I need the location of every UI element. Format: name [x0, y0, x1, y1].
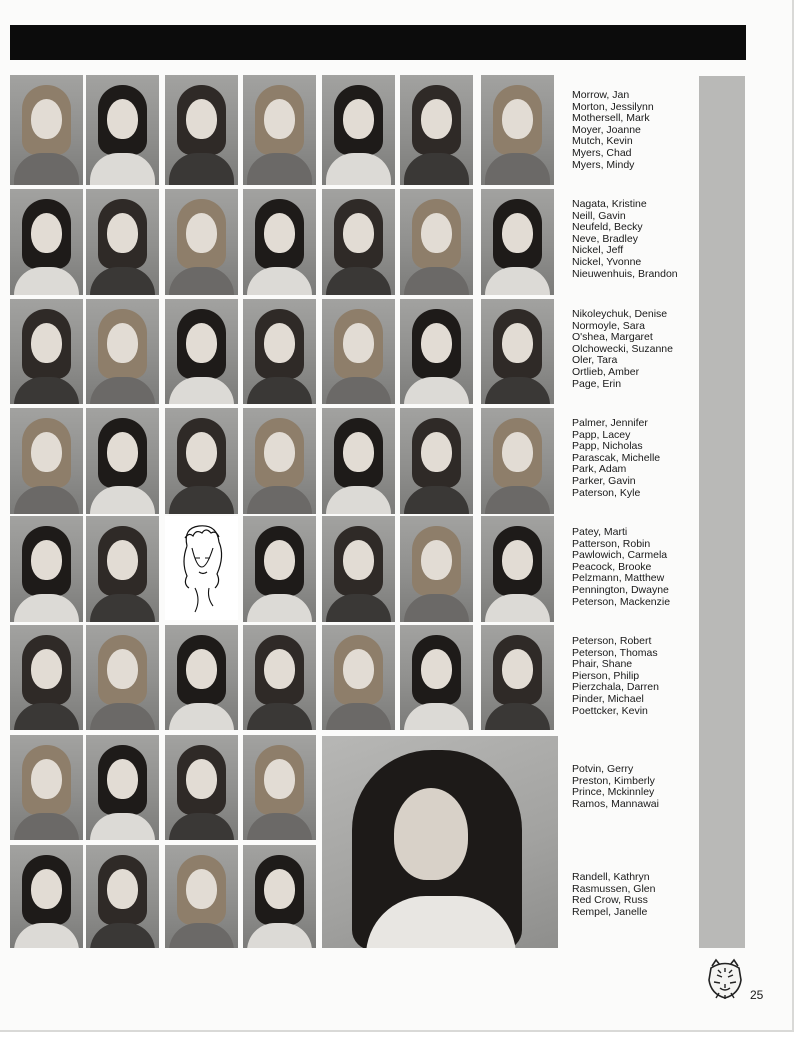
student-portrait — [86, 299, 159, 404]
student-name: Papp, Nicholas — [572, 440, 643, 453]
student-portrait — [400, 408, 473, 514]
student-name: Ramos, Mannawai — [572, 797, 659, 810]
student-name: Page, Erin — [572, 377, 622, 390]
student-portrait — [322, 75, 395, 185]
sketch-portrait — [165, 516, 238, 620]
student-portrait — [481, 189, 554, 295]
student-portrait — [165, 735, 238, 840]
student-name: Papp, Lacey — [572, 428, 631, 441]
student-name: Morrow, Jan — [572, 89, 630, 101]
student-portrait — [243, 735, 316, 840]
student-name: Palmer, Jennifer — [572, 417, 648, 429]
student-portrait — [481, 299, 554, 404]
student-name: Patey, Marti — [572, 526, 628, 538]
student-name: Rempel, Janelle — [572, 905, 648, 918]
student-portrait — [243, 189, 316, 295]
name-list-row-6 — [572, 636, 697, 717]
student-name: Myers, Chad — [572, 146, 632, 159]
student-name: Moyer, Joanne — [572, 123, 641, 136]
student-portrait — [322, 299, 395, 404]
student-portrait — [243, 625, 316, 730]
student-portrait — [481, 516, 554, 622]
student-portrait — [165, 75, 238, 185]
student-name: Patterson, Robin — [572, 537, 651, 550]
name-list-row-4 — [572, 418, 697, 499]
student-portrait — [10, 408, 83, 514]
student-name: Paterson, Kyle — [572, 486, 641, 499]
student-portrait — [322, 408, 395, 514]
student-name: Park, Adam — [572, 463, 627, 476]
student-portrait — [86, 516, 159, 622]
student-portrait — [10, 735, 83, 840]
student-portrait — [243, 299, 316, 404]
name-list-row-7 — [572, 764, 697, 810]
name-list-row-3 — [572, 309, 697, 390]
student-name: Pierson, Philip — [572, 669, 640, 682]
student-portrait — [10, 845, 83, 948]
student-portrait — [243, 75, 316, 185]
student-name: Prince, Mckinnley — [572, 786, 655, 799]
student-portrait — [165, 408, 238, 514]
student-name: Randell, Kathryn — [572, 871, 650, 883]
student-name: Nickel, Yvonne — [572, 255, 642, 268]
student-name: Neill, Gavin — [572, 209, 626, 222]
student-portrait — [86, 625, 159, 730]
student-portrait — [165, 625, 238, 730]
student-portrait — [322, 516, 395, 622]
student-portrait — [322, 189, 395, 295]
name-list-row-2 — [572, 199, 697, 280]
student-name: Parascak, Michelle — [572, 451, 661, 464]
student-name: Peacock, Brooke — [572, 560, 652, 573]
student-name: Nieuwenhuis, Brandon — [572, 267, 678, 280]
student-name: Potvin, Gerry — [572, 763, 634, 775]
student-name: Neufeld, Becky — [572, 221, 643, 234]
student-portrait — [86, 408, 159, 514]
student-portrait — [243, 845, 316, 948]
student-portrait — [165, 845, 238, 948]
student-name: Myers, Mindy — [572, 158, 635, 171]
student-name: Mothersell, Mark — [572, 112, 650, 125]
student-name: Poettcker, Kevin — [572, 704, 648, 717]
header-bar — [10, 25, 746, 60]
student-portrait — [400, 189, 473, 295]
student-portrait — [322, 625, 395, 730]
student-name: Normoyle, Sara — [572, 319, 645, 332]
student-name: Mutch, Kevin — [572, 135, 633, 148]
student-name: Morton, Jessilynn — [572, 100, 654, 113]
student-portrait — [10, 299, 83, 404]
student-portrait — [165, 189, 238, 295]
student-name: Olchowecki, Suzanne — [572, 342, 673, 355]
name-list-row-1 — [572, 90, 697, 171]
student-portrait — [400, 75, 473, 185]
student-name: Neve, Bradley — [572, 232, 638, 245]
student-portrait — [86, 75, 159, 185]
student-portrait — [165, 299, 238, 404]
student-portrait — [10, 625, 83, 730]
student-name: Nikoleychuk, Denise — [572, 308, 668, 320]
student-name: Pierzchala, Darren — [572, 681, 659, 694]
candid-photo — [322, 736, 558, 948]
student-name: Preston, Kimberly — [572, 774, 655, 787]
student-name: Pinder, Michael — [572, 692, 644, 705]
student-name: Parker, Gavin — [572, 474, 636, 487]
name-list-row-8 — [572, 872, 697, 918]
student-portrait — [86, 735, 159, 840]
student-name: Oler, Tara — [572, 354, 618, 367]
side-strip — [699, 76, 745, 948]
student-name: Peterson, Thomas — [572, 646, 658, 659]
student-name: Phair, Shane — [572, 658, 633, 671]
page-number: 25 — [750, 988, 764, 1002]
student-name: Nagata, Kristine — [572, 198, 647, 210]
student-portrait — [86, 845, 159, 948]
student-portrait — [10, 189, 83, 295]
student-portrait — [481, 75, 554, 185]
student-portrait — [243, 408, 316, 514]
student-portrait — [86, 189, 159, 295]
student-name: Pelzmann, Matthew — [572, 572, 665, 585]
name-list-row-5 — [572, 527, 697, 608]
student-portrait — [400, 625, 473, 730]
student-portrait — [481, 408, 554, 514]
student-name: Peterson, Robert — [572, 635, 652, 647]
student-name: Red Crow, Russ — [572, 894, 648, 907]
student-portrait — [400, 516, 473, 622]
student-portrait — [400, 299, 473, 404]
student-name: Ortlieb, Amber — [572, 365, 640, 378]
student-name: O'shea, Margaret — [572, 331, 653, 344]
student-name: Rasmussen, Glen — [572, 882, 656, 895]
student-portrait — [243, 516, 316, 622]
tiger-head-icon — [706, 958, 744, 1000]
student-name: Peterson, Mackenzie — [572, 595, 671, 608]
student-portrait — [481, 625, 554, 730]
student-portrait — [10, 75, 83, 185]
student-name: Pennington, Dwayne — [572, 583, 669, 596]
student-portrait — [10, 516, 83, 622]
student-name: Pawlowich, Carmela — [572, 549, 668, 562]
student-name: Nickel, Jeff — [572, 244, 624, 257]
